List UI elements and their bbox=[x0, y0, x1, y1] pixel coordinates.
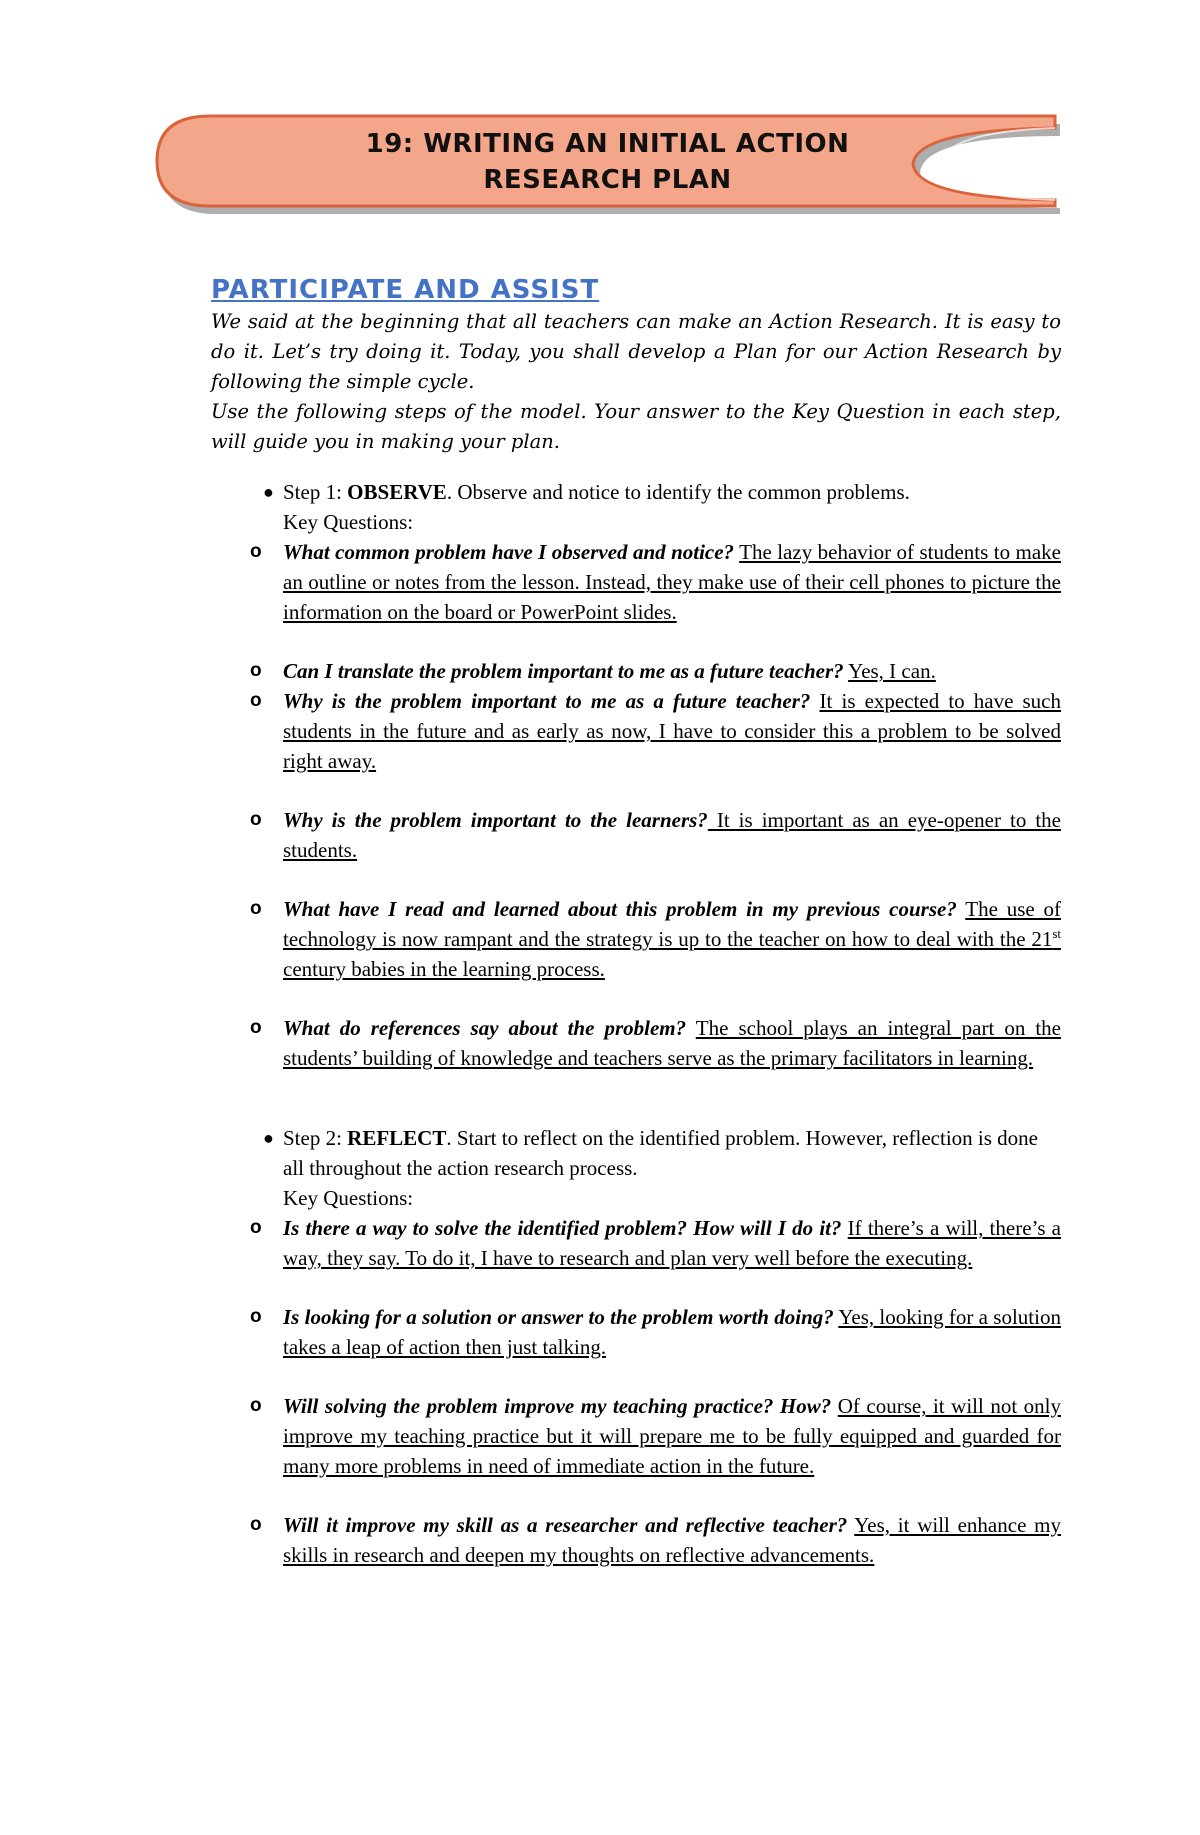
step-1 bbox=[211, 477, 1061, 537]
answer-text: It is expected to have such students in the future and as early as now, I have to consider this a problem to be solved right away. bbox=[283, 689, 1062, 773]
step-1-question-list bbox=[211, 537, 1061, 1073]
sub-bullet-icon: o bbox=[250, 1017, 262, 1038]
step-2-name: REFLECT bbox=[347, 1126, 447, 1150]
answer-text: It is important as an eye-opener to the students. bbox=[283, 808, 1061, 862]
step-2-prefix: Step 2: bbox=[283, 1126, 348, 1150]
step-1-description: . Observe and notice to identify the common problems. bbox=[446, 480, 910, 504]
question-text: What have I read and learned about this problem in my previous course? bbox=[283, 897, 957, 921]
question-text: Can I translate the problem important to me as a future teacher? bbox=[283, 659, 844, 683]
answer-superscript: st bbox=[1052, 926, 1061, 941]
step-2-question-list bbox=[211, 1213, 1061, 1570]
question-text: Why is the problem important to me as a future teacher? bbox=[283, 689, 811, 713]
sub-bullet-icon: o bbox=[250, 541, 262, 562]
section-heading: PARTICIPATE AND ASSIST bbox=[211, 275, 600, 305]
main-content bbox=[211, 273, 1061, 1599]
step-1-key-questions-label: Key Questions: bbox=[283, 510, 414, 534]
title-banner bbox=[155, 110, 1060, 215]
question-item bbox=[211, 1213, 1061, 1273]
bullet-icon: ● bbox=[263, 482, 274, 502]
sub-bullet-icon: o bbox=[250, 1217, 262, 1238]
question-item bbox=[211, 894, 1061, 984]
sub-bullet-icon: o bbox=[250, 690, 262, 711]
question-text: What common problem have I observed and notice? bbox=[283, 540, 735, 564]
question-item bbox=[211, 1391, 1061, 1481]
answer-text: Yes, looking for a solution takes a leap of action then just talking. bbox=[283, 1305, 1061, 1359]
answer-text: Of course, it will not only improve my teaching practice but it will prepare me to be fully equipped and guarded for many more problems in need of immediate action in the future. bbox=[283, 1394, 1062, 1478]
bullet-icon: ● bbox=[263, 1128, 274, 1148]
answer-text-part-2: century babies in the learning process. bbox=[283, 957, 605, 981]
sub-bullet-icon: o bbox=[250, 898, 262, 919]
step-1-name: OBSERVE bbox=[347, 480, 447, 504]
question-item bbox=[211, 1510, 1061, 1570]
banner-title-line-2: RESEARCH PLAN bbox=[483, 165, 732, 195]
step-2-key-questions-label: Key Questions: bbox=[283, 1186, 414, 1210]
sub-bullet-icon: o bbox=[250, 660, 262, 681]
question-item bbox=[211, 1013, 1061, 1073]
answer-text: The lazy behavior of students to make an outline or notes from the lesson. Instead, they make use of their cell phones to picture the information on the board or PowerPoint slides. bbox=[283, 540, 1061, 624]
question-item bbox=[211, 537, 1061, 627]
answer-text: Yes, it will enhance my skills in research and deepen my thoughts on reflective advancements. bbox=[283, 1513, 1061, 1567]
answer-text: If there’s a will, there’s a way, they say. To do it, I have to research and plan very well before the executing. bbox=[283, 1216, 1062, 1270]
intro-paragraph-2: Use the following steps of the model. Your answer to the Key Question in each step, will guide you in making your plan. bbox=[211, 400, 1061, 453]
step-1-prefix: Step 1: bbox=[283, 480, 348, 504]
question-text: Will it improve my skill as a researcher and reflective teacher? bbox=[283, 1513, 848, 1537]
sub-bullet-icon: o bbox=[250, 1306, 262, 1327]
question-item bbox=[211, 1302, 1061, 1362]
question-text: What do references say about the problem? bbox=[283, 1016, 687, 1040]
question-text: Why is the problem important to the learners? bbox=[283, 808, 708, 832]
answer-text: The school plays an integral part on the students’ building of knowledge and teachers serve as the primary facilitators in learning. bbox=[283, 1016, 1062, 1070]
question-item bbox=[211, 686, 1061, 776]
sub-bullet-icon: o bbox=[250, 809, 262, 830]
sub-bullet-icon: o bbox=[250, 1395, 262, 1416]
question-item bbox=[211, 805, 1061, 865]
question-text: Is there a way to solve the identified problem? How will I do it? bbox=[283, 1216, 842, 1240]
answer-text-part-1: The use of technology is now rampant and the strategy is up to the teacher on how to deal with the 21 bbox=[283, 897, 1061, 951]
banner-title bbox=[155, 126, 1060, 198]
answer-text: Yes, I can. bbox=[848, 659, 936, 683]
question-text: Is looking for a solution or answer to the problem worth doing? bbox=[283, 1305, 834, 1329]
question-item bbox=[211, 656, 1061, 686]
intro-paragraph-1: We said at the beginning that all teachers can make an Action Research. It is easy to do it. Let’s try doing it. Today, you shall develop a Plan for our Action Research by following the simple cycle. bbox=[211, 310, 1061, 393]
question-text: Will solving the problem improve my teaching practice? How? bbox=[283, 1394, 832, 1418]
sub-bullet-icon: o bbox=[250, 1514, 262, 1535]
step-2-description: . Start to reflect on the identified problem. However, reflection is done all throughout the action research process. bbox=[283, 1126, 1038, 1180]
step-2 bbox=[211, 1123, 1061, 1213]
banner-title-line-1: 19: WRITING AN INITIAL ACTION bbox=[365, 129, 850, 159]
